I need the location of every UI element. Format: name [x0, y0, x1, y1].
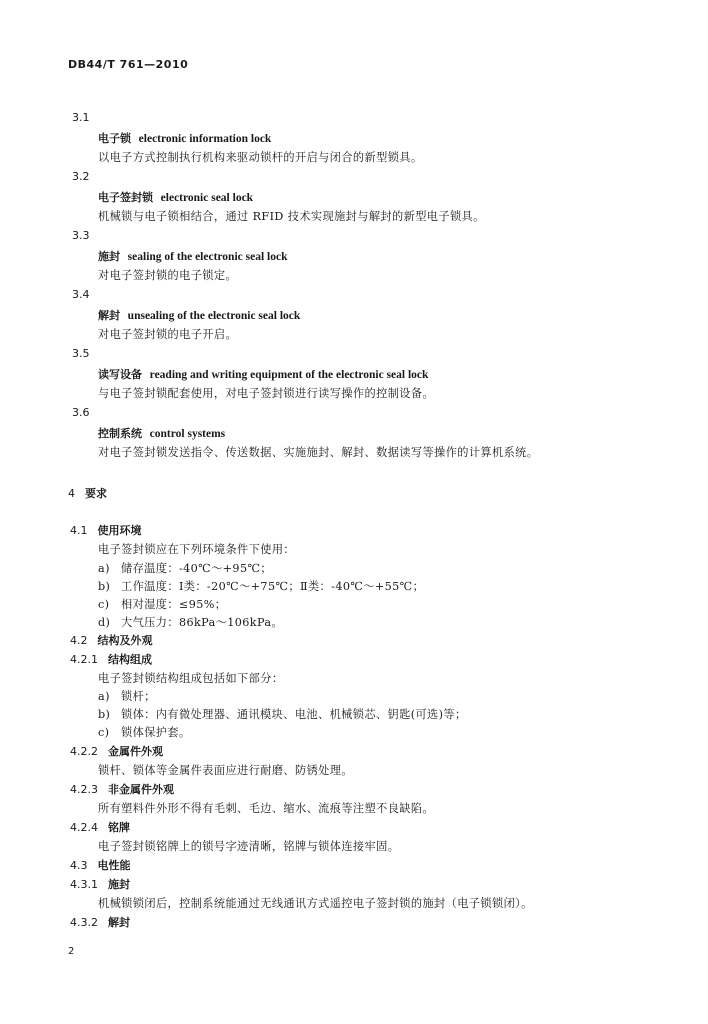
paragraph: 所有塑料件外形不得有毛刺、毛边、缩水、流痕等注塑不良缺陷。 — [98, 802, 435, 815]
term-definition: 以电子方式控制执行机构来驱动锁杆的开启与闭合的新型锁具。 — [98, 151, 423, 164]
term-number: 3.5 — [72, 347, 90, 360]
term-en: unsealing of the electronic seal lock — [127, 310, 301, 322]
term-definition: 对电子签封锁的电子锁定。 — [98, 269, 238, 282]
subsection-heading: 4.2 结构及外观 — [70, 634, 153, 647]
paragraph: 电子签封锁应在下列环境条件下使用： — [98, 543, 295, 556]
term-zh: 电子锁 — [98, 132, 131, 145]
term-heading — [98, 425, 225, 441]
subsection-heading: 4.1 使用环境 — [70, 524, 142, 537]
term-en: electronic seal lock — [160, 192, 254, 204]
term-zh: 读写设备 — [98, 368, 142, 381]
term-en: sealing of the electronic seal lock — [127, 251, 288, 263]
subsection-heading: 4.3.1 施封 — [70, 878, 130, 891]
term-number: 3.1 — [72, 111, 90, 124]
list-item: b) 锁体：内有微处理器、通讯模块、电池、机械锁芯、钥匙(可选)等； — [98, 708, 467, 721]
term-zh: 电子签封锁 — [98, 191, 153, 204]
term-number: 3.4 — [72, 288, 90, 301]
subsection-heading: 4.3.2 解封 — [70, 916, 130, 929]
list-item: a) 锁杆； — [98, 690, 156, 703]
term-number: 3.6 — [72, 406, 90, 419]
paragraph: 电子签封锁结构组成包括如下部分： — [98, 672, 284, 685]
list-item: c) 锁体保护套。 — [98, 726, 191, 739]
subsection-heading: 4.3 电性能 — [70, 859, 131, 872]
term-en: control systems — [149, 428, 226, 440]
paragraph: 机械锁锁闭后，控制系统能通过无线通讯方式遥控电子签封锁的施封（电子锁锁闭）。 — [98, 897, 533, 910]
subsection-heading: 4.2.3 非金属件外观 — [70, 783, 174, 796]
term-en: reading and writing equipment of the electronic seal lock — [149, 369, 429, 381]
term-heading — [98, 248, 287, 264]
document-code: DB44/T 761—2010 — [68, 58, 189, 71]
term-heading — [98, 307, 300, 323]
term-zh: 施封 — [98, 250, 120, 263]
term-zh: 解封 — [98, 309, 120, 322]
list-item: c) 相对湿度：≤95%； — [98, 598, 227, 611]
subsection-heading: 4.2.4 铭牌 — [70, 821, 130, 834]
paragraph: 锁杆、锁体等金属件表面应进行耐磨、防锈处理。 — [98, 764, 353, 777]
term-heading — [98, 130, 271, 146]
list-item: d) 大气压力：86kPa～106kPa。 — [98, 616, 284, 629]
term-heading — [98, 189, 253, 205]
term-definition: 与电子签封锁配套使用，对电子签封锁进行读写操作的控制设备。 — [98, 387, 435, 400]
subsection-heading: 4.2.2 金属件外观 — [70, 745, 163, 758]
list-item: b) 工作温度：Ⅰ类：-20℃～+75℃；Ⅱ类：-40℃～+55℃； — [98, 580, 425, 593]
term-number: 3.2 — [72, 170, 90, 183]
section-heading: 4 要求 — [68, 487, 107, 500]
term-definition: 对电子签封锁的电子开启。 — [98, 328, 238, 341]
term-zh: 控制系统 — [98, 427, 142, 440]
term-definition: 对电子签封锁发送指令、传送数据、实施施封、解封、数据读写等操作的计算机系统。 — [98, 446, 539, 459]
subsection-heading: 4.2.1 结构组成 — [70, 653, 152, 666]
term-heading — [98, 366, 428, 382]
list-item: a) 储存温度：-40℃～+95℃； — [98, 562, 272, 575]
term-en: electronic information lock — [138, 133, 272, 145]
page-number: 2 — [68, 946, 75, 957]
term-number: 3.3 — [72, 229, 90, 242]
paragraph: 电子签封锁铭牌上的锁号字迹清晰，铭牌与锁体连接牢固。 — [98, 840, 400, 853]
term-definition: 机械锁与电子锁相结合，通过 RFID 技术实现施封与解封的新型电子锁具。 — [98, 210, 485, 223]
